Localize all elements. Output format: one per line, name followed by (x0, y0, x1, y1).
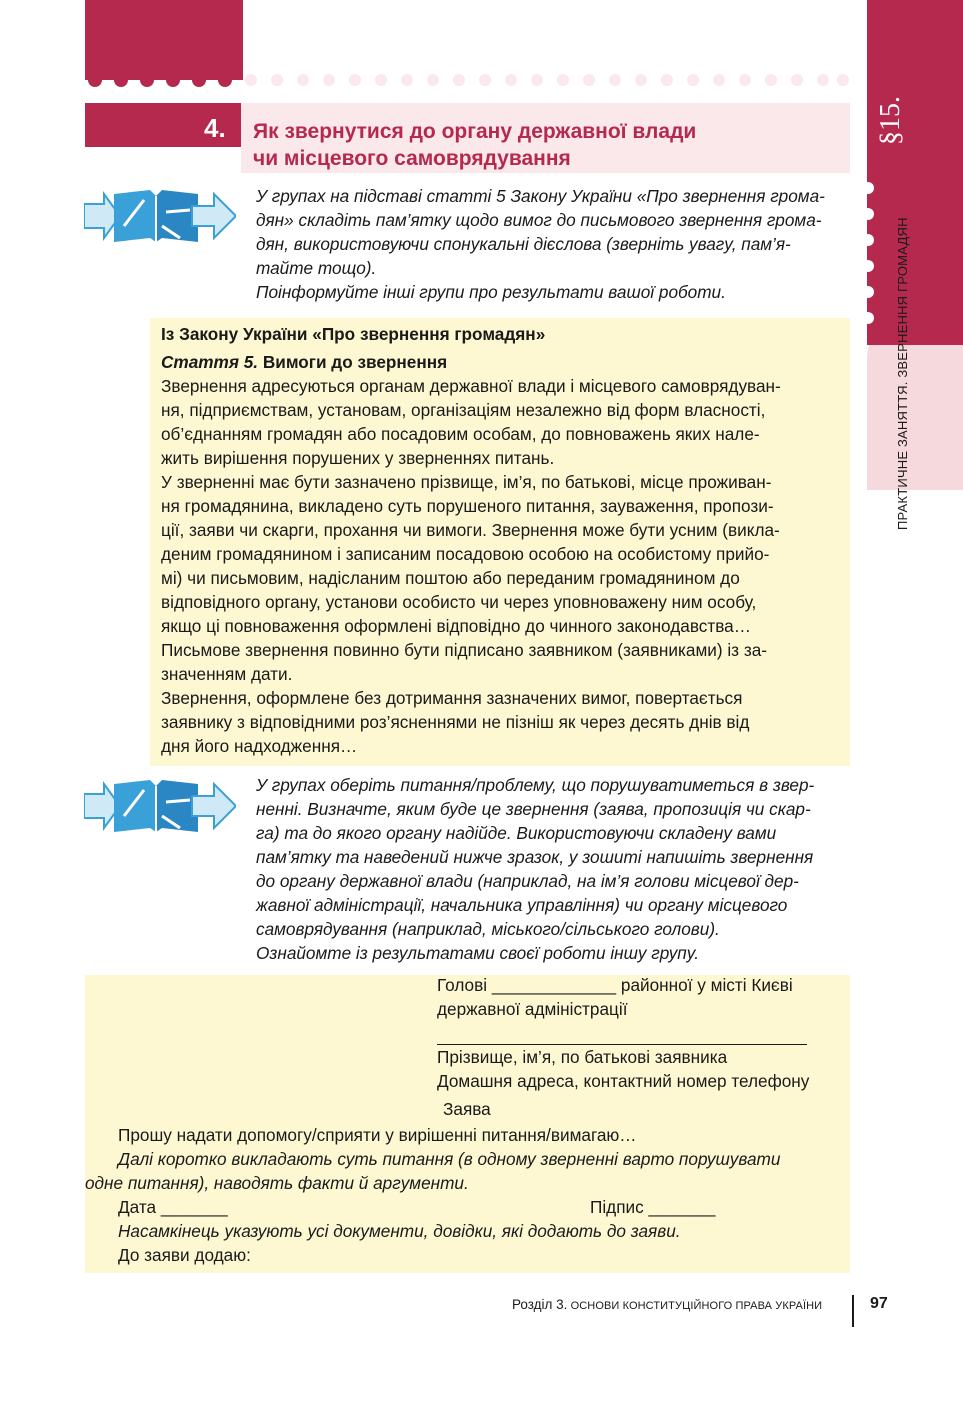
law-line: У зверненні має бути зазначено прізвище, ім’я, по батькові, місце проживан- (161, 472, 772, 492)
law-line: Письмове звернення повинно бути підписано заявником (заявниками) із за- (161, 640, 768, 660)
task-2-line: до органу державної влади (наприклад, на ім’я голови місцевої дер- (256, 871, 799, 891)
application-title: Заява (443, 1099, 491, 1119)
law-excerpt (161, 322, 841, 758)
application-attachments-note: Насамкінець указують усі документи, довідки, які додають до заяви. (118, 1221, 681, 1241)
law-line: об’єднанням громадян або посадовим особам, до повноважень яких нале- (161, 424, 760, 444)
scallop-divider (85, 68, 850, 90)
task-2-line: Ознайомте із результатами своєї роботи іншу групу. (256, 943, 699, 963)
task-2-line: пам’ятку та наведений нижче зразок, у зошиті напишіть звернення (256, 847, 814, 867)
date-signature-row (85, 1195, 845, 1219)
application-body (85, 1123, 845, 1267)
addressee-line: Голові _____________ районної у місті Києві (437, 975, 793, 995)
paragraph-marker: §15. (875, 96, 906, 145)
law-line: дня його надходження… (161, 736, 358, 756)
task-1-text (256, 184, 852, 304)
signature-field: Підпис _______ (590, 1197, 716, 1217)
task-2-line: У групах оберіть питання/проблему, що порушуватиметься в звер- (256, 775, 815, 795)
group-work-book-arrow-icon (84, 186, 236, 246)
section-title-line1: Як звернутися до органу державної влади (253, 120, 697, 143)
footer-chapter-label: Розділ 3. (512, 1297, 568, 1312)
law-heading: Із Закону України «Про звернення громадян» (161, 324, 546, 344)
task-2-line: га) та до якого органу надійде. Використовуючи складену вами (256, 823, 777, 843)
page-number: 97 (870, 1295, 888, 1312)
law-line: ня, підприємствам, установам, організаціям незалежно від форм власності, (161, 400, 766, 420)
task-2-line: самоврядування (наприклад, міського/сільського голови). (256, 919, 720, 939)
task-1-line: Поінформуйте інші групи про результати вашої роботи. (256, 282, 726, 302)
footer-separator (852, 1295, 854, 1327)
law-article-title (161, 350, 841, 374)
law-line: відповідного органу, установи особисто чи через уповноважену ним особу, (161, 592, 757, 612)
law-article-name: Вимоги до звернення (258, 352, 448, 372)
task-1-line: тайте тощо). (256, 258, 377, 278)
task-1-line: дян, використовуючи спонукальні дієслова (зверніть увагу, пам’я- (256, 234, 791, 254)
blank-line (437, 1021, 807, 1045)
application-instruction-cont: одне питання), наводять факти й аргументи. (85, 1173, 469, 1193)
addressee-line: державної адміністрації (437, 999, 628, 1019)
task-2-text (256, 773, 852, 965)
law-line: Звернення, оформлене без дотримання зазначених вимог, повертається (161, 688, 743, 708)
applicant-name-line: Прізвище, ім’я, по батькові заявника (437, 1047, 728, 1067)
application-request: Прошу надати допомогу/сприяти у вирішенні питання/вимагаю… (118, 1125, 637, 1145)
application-attachments: До заяви додаю: (118, 1245, 251, 1265)
law-line: Звернення адресуються органам державної влади і місцевого самоврядуван- (161, 376, 781, 396)
section-title-line2: чи місцевого самоврядування (253, 147, 571, 170)
law-line: значенням дати. (161, 664, 293, 684)
law-line: жить вирішення порушених у зверненнях питань. (161, 448, 555, 468)
law-article-label: Стаття 5. (161, 352, 259, 372)
task-2-line: жавної адміністрації, начальника управління) чи органу місцевого (256, 895, 788, 915)
footer-chapter-title: ОСНОВИ КОНСТИТУЦІЙНОГО ПРАВА УКРАЇНИ (567, 1300, 823, 1312)
task-1-line: дян» складіть пам’ятку щодо вимог до письмового звернення грома- (256, 210, 822, 230)
law-line: ня громадянина, викладено суть порушеного питання, зауваження, пропози- (161, 496, 774, 516)
side-tab-scallops (862, 180, 876, 340)
applicant-address-line: Домашня адреса, контактний номер телефону (437, 1071, 810, 1091)
law-line: деним громадянином і записаним посадовою особою на особистому прийо- (161, 544, 770, 564)
application-instruction: Далі коротко викладають суть питання (в одному зверненні варто порушувати (118, 1149, 781, 1169)
law-line: заявнику з відповідними роз’ясненнями не пізніш як через десять днів від (161, 712, 750, 732)
side-caption: ПРАКТИЧНЕ ЗАНЯТТЯ. ЗВЕРНЕННЯ ГРОМАДЯН (895, 217, 910, 530)
group-work-book-arrow-icon (84, 776, 236, 836)
law-line: мі) чи письмовим, надісланим поштою або переданим громадянином до (161, 568, 740, 588)
task-2-line: ненні. Визначте, яким буде це звернення (заява, пропозиція чи скар- (256, 799, 811, 819)
section-number: 4. (204, 113, 226, 143)
side-tab (867, 0, 963, 345)
addressee-block (437, 973, 847, 1093)
law-line: якщо ці повноваження оформлені відповідно до чинного законодавства… (161, 616, 751, 636)
date-field: Дата _______ (118, 1197, 228, 1217)
section-title (253, 118, 813, 172)
task-1-line: У групах на підставі статті 5 Закону України «Про звернення грома- (256, 186, 825, 206)
footer-chapter (512, 1297, 822, 1312)
law-line: ції, заяви чи скарги, прохання чи вимоги. Звернення може бути усним (викла- (161, 520, 780, 540)
